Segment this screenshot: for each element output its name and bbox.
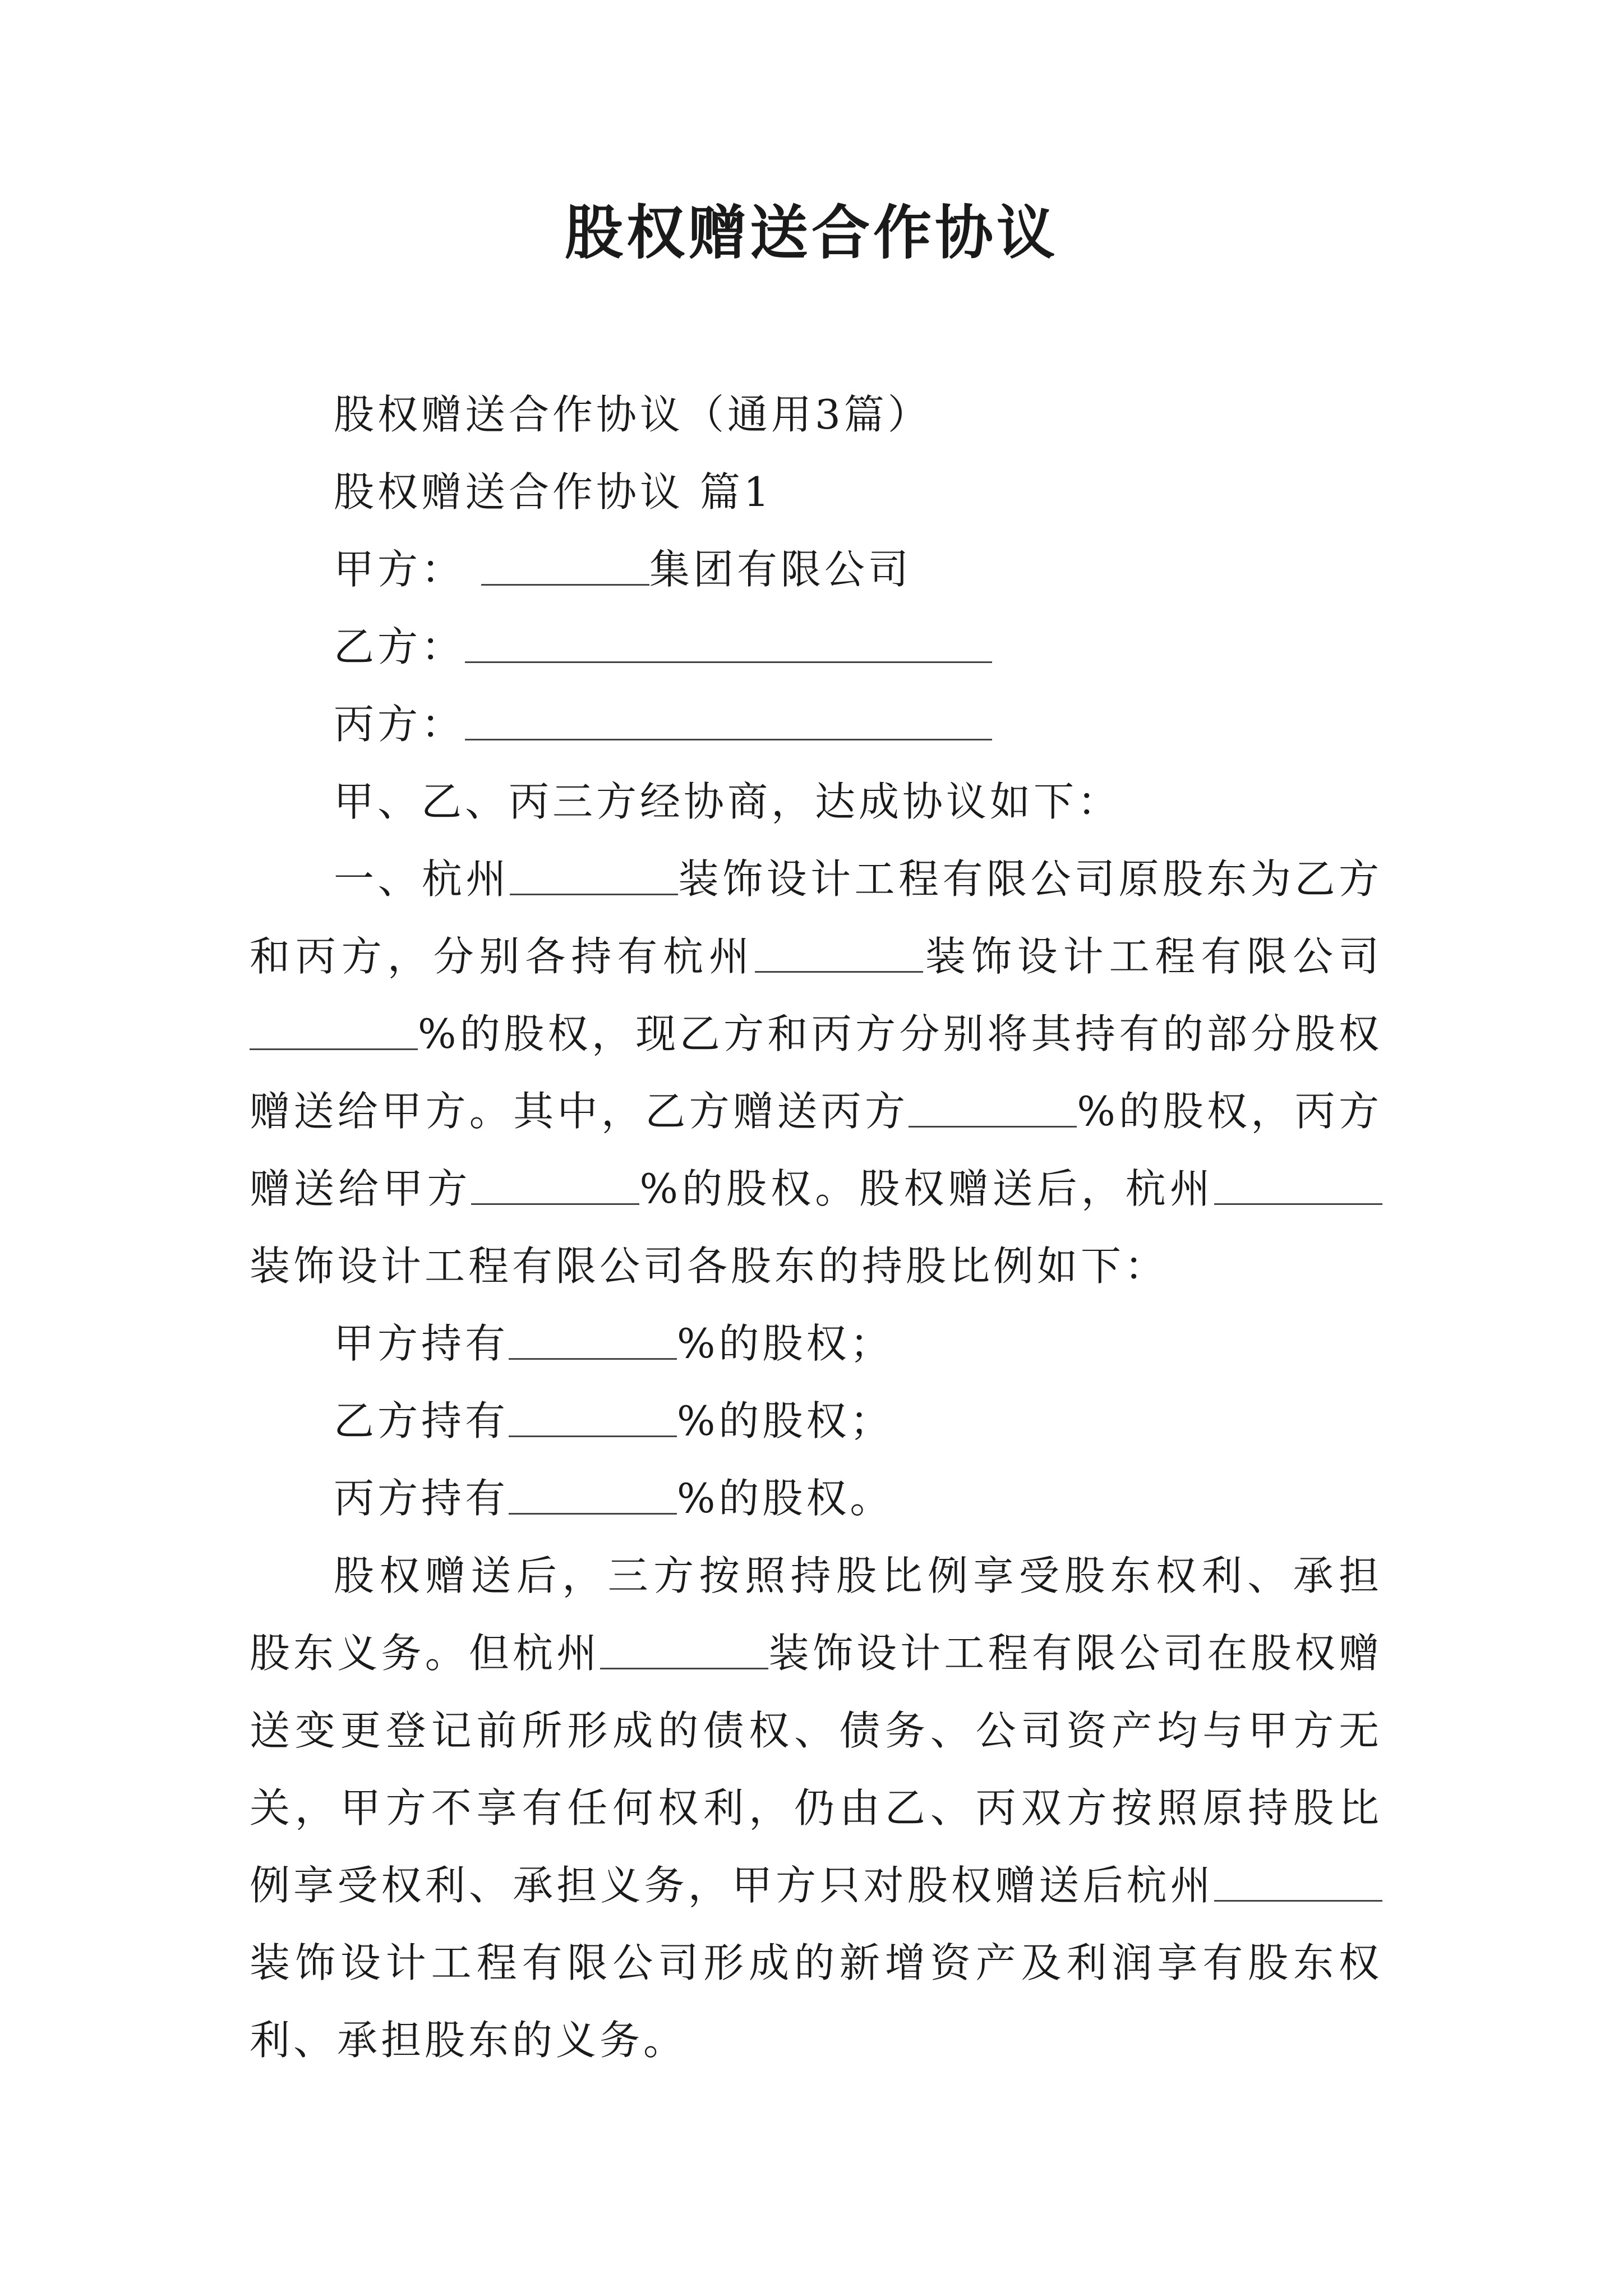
clause-2-text: 装饰设计工程有限公司形成的新增资产及利润享有股东权利、承担股东的义务。 xyxy=(250,1939,1382,2064)
blank-field xyxy=(510,857,678,895)
party-b-blank xyxy=(465,625,992,663)
blank-field xyxy=(755,935,923,973)
document-body xyxy=(250,376,1382,2079)
holding-prefix: 甲方持有 xyxy=(334,1320,509,1367)
blank-field xyxy=(1214,1864,1382,1902)
party-a-line xyxy=(250,531,1382,608)
blank-field xyxy=(509,1476,677,1515)
party-b-line xyxy=(250,608,1382,685)
clause-1-paragraph xyxy=(250,840,1382,1305)
holding-suffix: %的股权； xyxy=(677,1320,894,1367)
party-c-label: 丙方： xyxy=(334,701,465,748)
holding-prefix: 丙方持有 xyxy=(334,1475,509,1522)
blank-field xyxy=(600,1631,768,1669)
holding-suffix: %的股权。 xyxy=(677,1475,894,1522)
party-a-label: 甲方： xyxy=(334,546,465,593)
clause-1-text: 装饰设计工程有限公司原股东为乙方和丙方，分别各持有杭州 xyxy=(250,855,1382,980)
blank-field xyxy=(509,1322,677,1360)
holding-line-c xyxy=(250,1460,1382,1537)
party-a-suffix: 集团有限公司 xyxy=(649,546,912,593)
party-a-blank xyxy=(481,547,649,586)
clause-1-text: %的股权，丙方赠送给甲方 xyxy=(250,1088,1382,1212)
clause-1-text: 一、杭州 xyxy=(334,855,510,903)
party-c-blank xyxy=(465,702,992,740)
blank-field xyxy=(909,1089,1077,1128)
intro-paragraph: 甲、乙、丙三方经协商，达成协议如下： xyxy=(334,778,1122,825)
blank-field xyxy=(471,1167,639,1205)
blank-field xyxy=(1214,1167,1382,1205)
holding-suffix: %的股权； xyxy=(677,1397,894,1444)
subtitle: 股权赠送合作协议（通用3篇） xyxy=(334,391,932,438)
party-c-line xyxy=(250,685,1382,763)
section-heading: 股权赠送合作协议 篇1 xyxy=(334,468,773,516)
holding-line-b xyxy=(250,1382,1382,1460)
holding-line-a xyxy=(250,1305,1382,1382)
party-b-label: 乙方： xyxy=(334,623,465,670)
clause-2-text: 股权赠送后，三方按照持股比例享受股东权利、承担股东义务。但杭州 xyxy=(250,1552,1382,1677)
holding-prefix: 乙方持有 xyxy=(334,1397,509,1444)
clause-2-text: 装饰设计工程有限公司在股权赠送变更登记前所形成的债权、债务、公司资产均与甲方无关，甲方不享有任何权利，仍由乙、丙双方按照原持股比例享受权利、承担义务，甲方只对股权赠送后杭州 xyxy=(250,1630,1382,1909)
blank-field xyxy=(250,1012,418,1050)
clause-2-paragraph xyxy=(250,1537,1382,2079)
document-title: 股权赠送合作协议 xyxy=(564,198,1058,267)
blank-field xyxy=(509,1399,677,1437)
clause-1-text: %的股权。股权赠送后，杭州 xyxy=(639,1165,1214,1212)
clause-1-text: 装饰设计工程有限公司各股东的持股比例如下： xyxy=(250,1243,1169,1290)
clause-1-text: %的股权，现乙方和丙方分别将其持有的部分股权赠送给甲方。其中，乙方赠送丙方 xyxy=(250,1010,1382,1135)
clause-1-text: 装饰设计工程有限公司 xyxy=(923,933,1382,980)
